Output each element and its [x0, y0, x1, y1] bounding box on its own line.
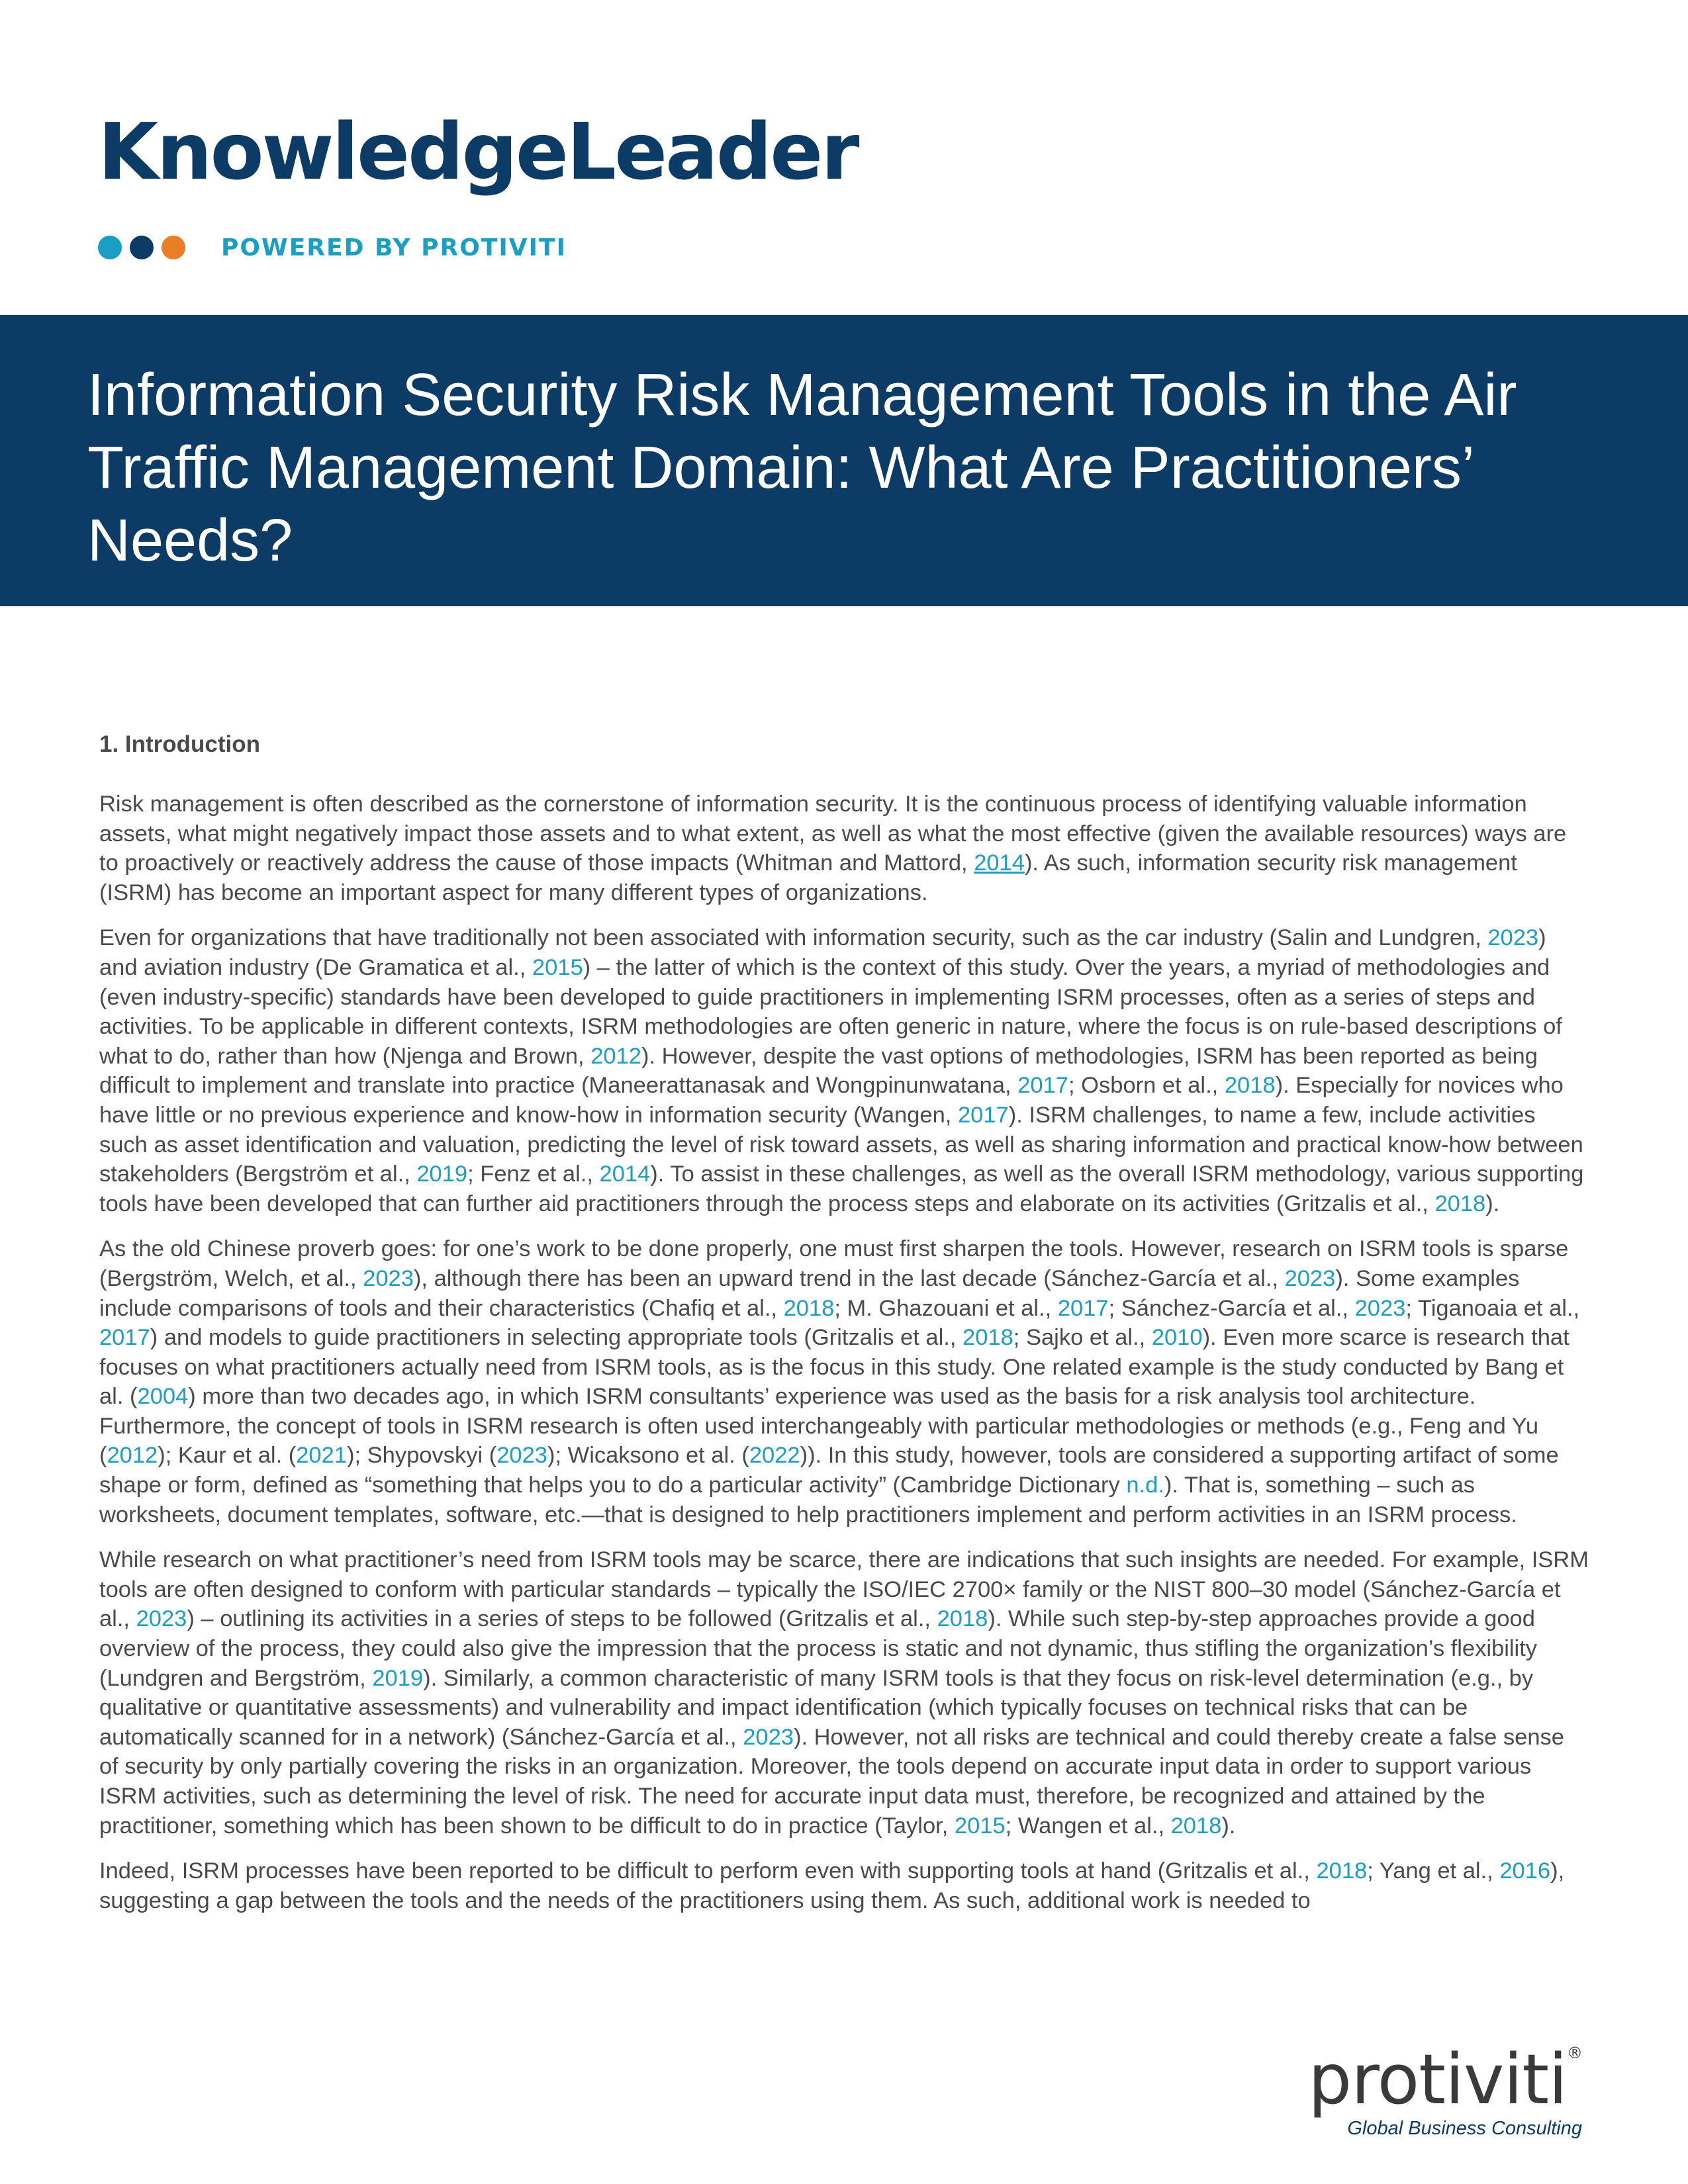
paragraph-text: While research on what practitioner’s need from ISRM tools may be scarce, there are indications that such insights are needed. For example, ISRM tools are often designed to conform with particular standards – typically the ISO/IEC 2700× family or the NIST 800–30 model (Sánchez-García et al., [99, 1547, 1589, 1632]
citation-link[interactable]: 2018 [962, 1325, 1013, 1351]
paragraph [99, 923, 1589, 1218]
citation-link[interactable]: 2023 [1284, 1265, 1336, 1291]
paragraph-text: ). Some examples include comparisons of tools and their characteristics (Chafiq et al., [99, 1265, 1520, 1321]
citation-link[interactable]: 2018 [783, 1295, 835, 1321]
citation-link[interactable]: 2019 [416, 1161, 468, 1187]
paragraph-text: ; Tiganoaia et al., [1405, 1295, 1580, 1321]
paragraph-text: As the old Chinese proverb goes: for one’s work to be done properly, one must first sharpen the tools. However, research on ISRM tools is sparse (Bergström, Welch, et al., [99, 1236, 1569, 1291]
powered-by-label: POWERED BY PROTIVITI [221, 234, 567, 261]
citation-link[interactable]: 2018 [1224, 1073, 1276, 1099]
paragraph-text: ). [1221, 1813, 1236, 1839]
article-body [99, 731, 1589, 1931]
citation-link[interactable]: 2023 [743, 1724, 794, 1750]
citation-link[interactable]: 2017 [99, 1325, 150, 1351]
paragraph-text: ) more than two decades ago, in which ISRM consultants’ experience was used as the basis for a risk analysis tool architecture. Furthermore, the concept of tools in ISRM research is often used interchangeably with particular methodologies or methods (e.g., Feng and Yu ( [99, 1384, 1539, 1469]
citation-link[interactable]: 2018 [1170, 1813, 1222, 1839]
citation-link[interactable]: n.d. [1126, 1473, 1164, 1498]
footer-logo [1308, 2039, 1582, 2140]
paragraph-text: ) and models to guide practitioners in selecting appropriate tools (Gritzalis et al., [150, 1325, 963, 1351]
paragraph [99, 790, 1589, 907]
citation-link[interactable]: 2015 [532, 954, 583, 980]
paragraph-text: ); Shypovskyi ( [347, 1443, 497, 1469]
citation-link[interactable]: 2022 [749, 1443, 800, 1469]
citation-link[interactable]: 2019 [372, 1665, 424, 1691]
citation-link[interactable]: 2023 [1487, 925, 1539, 951]
registered-mark: ® [1567, 2044, 1582, 2062]
citation-link[interactable]: 2023 [136, 1606, 187, 1632]
citation-link[interactable]: 2017 [1017, 1073, 1068, 1099]
logo-text: protiviti [1308, 2039, 1567, 2120]
paragraph-text: ). Similarly, a common characteristic of many ISRM tools is that they focus on risk-level determination (e.g., by qualitative or quantitative assessments) and vulnerability and impact identification (which typically focuses on technical risks that can be automatically scanned for in a network) (Sánchez-García et al., [99, 1665, 1534, 1750]
paragraph-text: ). While such step-by-step approaches provide a good overview of the process, they could also give the impression that the process is static and not dynamic, thus stifling the organization’s flexibility (Lundgren and Bergström, [99, 1606, 1538, 1691]
citation-link[interactable]: 2018 [937, 1606, 988, 1632]
paragraph [99, 1856, 1589, 1915]
page-title: Information Security Risk Management Tools in the Air Traffic Management Domain: What Are Practitioners’ Needs? [87, 362, 1517, 574]
paragraph-text: Risk management is often described as the cornerstone of information security. It is the continuous process of identifying valuable information assets, what might negatively impact those assets and to what extent, as well as what the most effective (given the available resources) ways are to proactively or reactively address the cause of those impacts (Whitman and Mattord, [99, 792, 1567, 876]
dot-icon-teal [98, 236, 122, 259]
paragraph-text: ). [1485, 1191, 1500, 1216]
paragraph-text: ; Sajko et al., [1013, 1325, 1152, 1351]
paragraph-text: ). ISRM challenges, to name a few, include activities such as asset identification and valuation, predicting the level of risk toward assets, as well as sharing information and practical know-how between stakeholders (Bergström et al., [99, 1102, 1583, 1187]
paragraph-text: ; Wangen et al., [1005, 1813, 1171, 1839]
citation-link[interactable]: 2016 [1499, 1858, 1551, 1884]
paragraph-text: ). Especially for novices who have little or no previous experience and know-how in information security (Wangen, [99, 1073, 1564, 1128]
paragraph-text: Even for organizations that have traditionally not been associated with information security, such as the car industry (Salin and Lundgren, [99, 925, 1488, 951]
paragraph-text: ). That is, something – such as worksheets, document templates, software, etc.—that is designed to help practitioners implement and perform activities in an ISRM process. [99, 1473, 1517, 1527]
citation-link[interactable]: 2021 [296, 1443, 347, 1469]
paragraph-text: ). Even more scarce is research that focuses on what practitioners actually need from ISRM tools, as is the focus in this study. One related example is the study conducted by Bang et al. ( [99, 1325, 1570, 1410]
paragraph-text: Indeed, ISRM processes have been reported to be difficult to perform even with supporting tools at hand (Gritzalis et al., [99, 1858, 1317, 1884]
paragraph-text: ), suggesting a gap between the tools and the needs of the practitioners using them. As such, additional work is needed to [99, 1858, 1565, 1913]
citation-link[interactable]: 2017 [1057, 1295, 1109, 1321]
citation-link[interactable]: 2023 [1354, 1295, 1406, 1321]
citation-link[interactable]: 2018 [1316, 1858, 1368, 1884]
citation-link[interactable]: 2023 [363, 1265, 414, 1291]
powered-by-row [98, 233, 567, 262]
paragraph [99, 1234, 1589, 1529]
logo-tagline: Global Business Consulting [1347, 2118, 1582, 2139]
citation-link[interactable]: 2017 [957, 1102, 1009, 1128]
paragraph-text: )). In this study, however, tools are considered a supporting artifact of some shape or form, defined as “something that helps you to do a particular activity” (Cambridge Dictionary [99, 1443, 1559, 1498]
citation-link[interactable]: 2014 [974, 850, 1025, 876]
paragraph-text: ), although there has been an upward trend in the last decade (Sánchez-García et al., [413, 1265, 1285, 1291]
paragraph-text: ). To assist in these challenges, as well as the overall ISRM methodology, various supporting tools have been developed that can further aid practitioners through the process steps and elaborate on its activities (Gritzalis et al., [99, 1161, 1584, 1216]
paragraph-text: ) – outlining its activities in a series of steps to be followed (Gritzalis et al., [187, 1606, 937, 1632]
citation-link[interactable]: 2012 [590, 1043, 641, 1069]
paragraph-text: ) – the latter of which is the context of this study. Over the years, a myriad of methodologies and (even industry-specific) standards have been developed to guide practitioners in implementing ISRM processes, often as a series of steps and activities. To be applicable in different contexts, ISRM methodologies are often generic in nature, where the focus is on rule-based descriptions of what to do, rather than how (Njenga and Brown, [99, 954, 1562, 1069]
dot-icon-navy [130, 236, 154, 259]
paragraph-text: ; Sánchez-García et al., [1108, 1295, 1355, 1321]
paragraph-text: ; Osborn et al., [1068, 1073, 1225, 1099]
protiviti-logo [1308, 2039, 1582, 2120]
paragraphs [99, 790, 1589, 1915]
paragraph-text: ); Kaur et al. ( [158, 1443, 297, 1469]
paragraph-text: ) and aviation industry (De Gramatica et al., [99, 925, 1546, 980]
paragraph-text: ). As such, information security risk management (ISRM) has become an important aspect for many different types of organizations. [99, 850, 1517, 905]
citation-link[interactable]: 2014 [599, 1161, 651, 1187]
citation-link[interactable]: 2012 [107, 1443, 158, 1469]
paragraph [99, 1545, 1589, 1841]
paragraph-text: ); Wicaksono et al. ( [547, 1443, 749, 1469]
dot-icon-orange [162, 236, 185, 259]
section-heading: 1. Introduction [99, 731, 261, 757]
citation-link[interactable]: 2004 [137, 1384, 189, 1410]
brand-logo: KnowledgeLeader [98, 106, 858, 197]
paragraph-text: ). However, despite the vast options of methodologies, ISRM has been reported as being difficult to implement and translate into practice (Maneerattanasak and Wongpinunwatana, [99, 1043, 1538, 1099]
citation-link[interactable]: 2023 [496, 1443, 547, 1469]
paragraph-text: ; Fenz et al., [467, 1161, 600, 1187]
citation-link[interactable]: 2018 [1434, 1191, 1486, 1216]
paragraph-text: ; Yang et al., [1367, 1858, 1500, 1884]
citation-link[interactable]: 2015 [954, 1813, 1006, 1839]
paragraph-text: ; M. Ghazouani et al., [834, 1295, 1058, 1321]
citation-link[interactable]: 2010 [1151, 1325, 1203, 1351]
paragraph-text: ). However, not all risks are technical and could thereby create a false sense of security by only partially covering the risks in an organization. Moreover, the tools depend on accurate input data in order to support various ISRM activities, such as determining the level of risk. The need for accurate input data must, therefore, be recognized and attained by the practitioner, something which has been shown to be difficult to do in practice (Taylor, [99, 1724, 1564, 1839]
